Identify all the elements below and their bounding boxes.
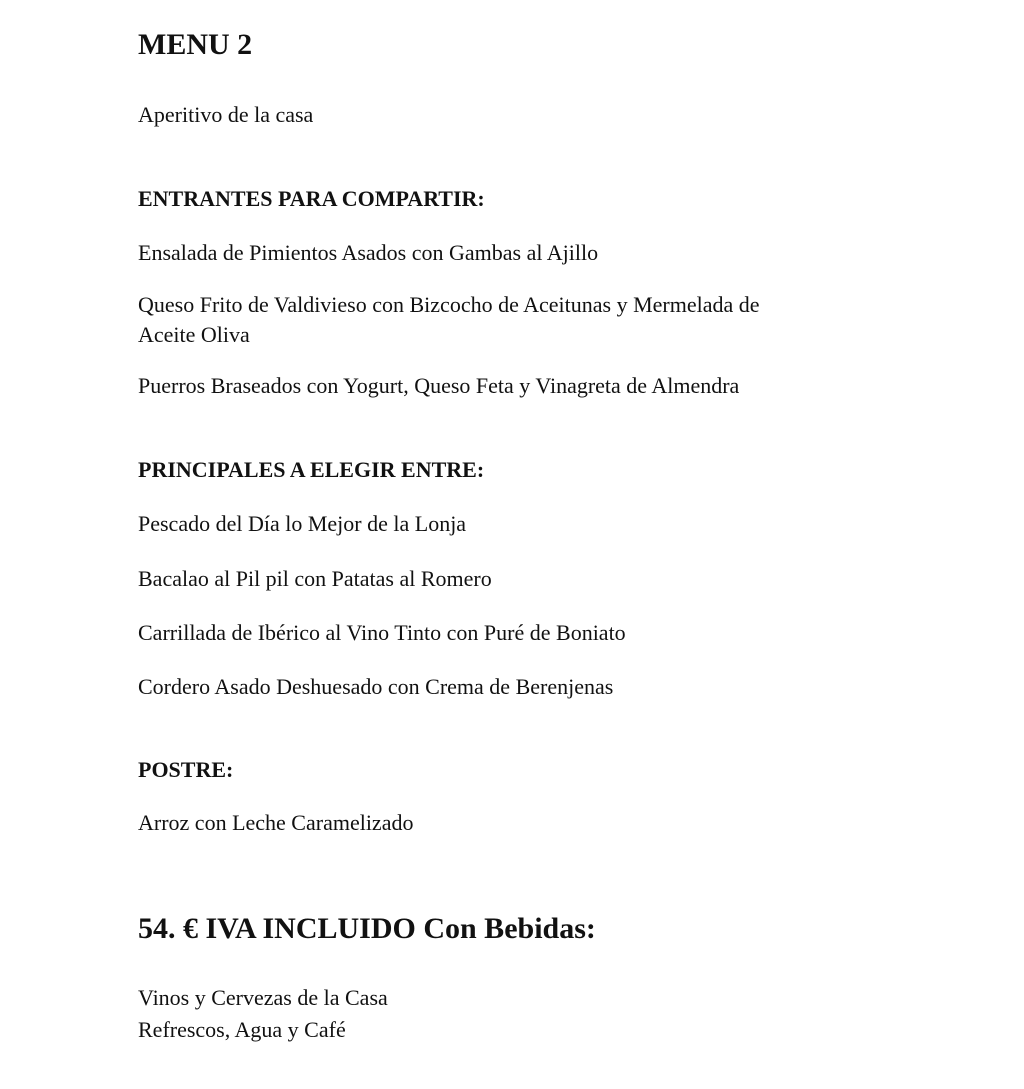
section-heading-postre: POSTRE: [138,757,234,782]
menu-item: Carrillada de Ibérico al Vino Tinto con Puré de Boniato [138,620,626,645]
price-line: 54. € IVA INCLUIDO Con Bebidas: [138,912,596,945]
menu-item: Pescado del Día lo Mejor de la Lonja [138,511,467,536]
menu-title: MENU 2 [138,28,253,61]
menu-item: Puerros Braseados con Yogurt, Queso Feta y Vinagreta de Almendra [138,373,740,398]
menu-item: Ensalada de Pimientos Asados con Gambas al Ajillo [138,240,599,265]
menu-item: Arroz con Leche Caramelizado [138,810,414,835]
section-heading-principales: PRINCIPALES A ELEGIR ENTRE: [138,457,485,482]
menu-item: Cordero Asado Deshuesado con Crema de Berenjenas [138,674,614,699]
drinks-line: Refrescos, Agua y Café [138,1017,346,1042]
menu-item: Queso Frito de Valdivieso con Bizcocho de Aceitunas y Mermelada de [138,292,760,317]
drinks-line: Vinos y Cervezas de la Casa [138,985,388,1010]
section-heading-entrantes: ENTRANTES PARA COMPARTIR: [138,186,485,211]
menu-item-continuation: Aceite Oliva [138,322,250,347]
menu-item: Bacalao al Pil pil con Patatas al Romero [138,566,492,591]
aperitivo-text: Aperitivo de la casa [138,102,314,127]
